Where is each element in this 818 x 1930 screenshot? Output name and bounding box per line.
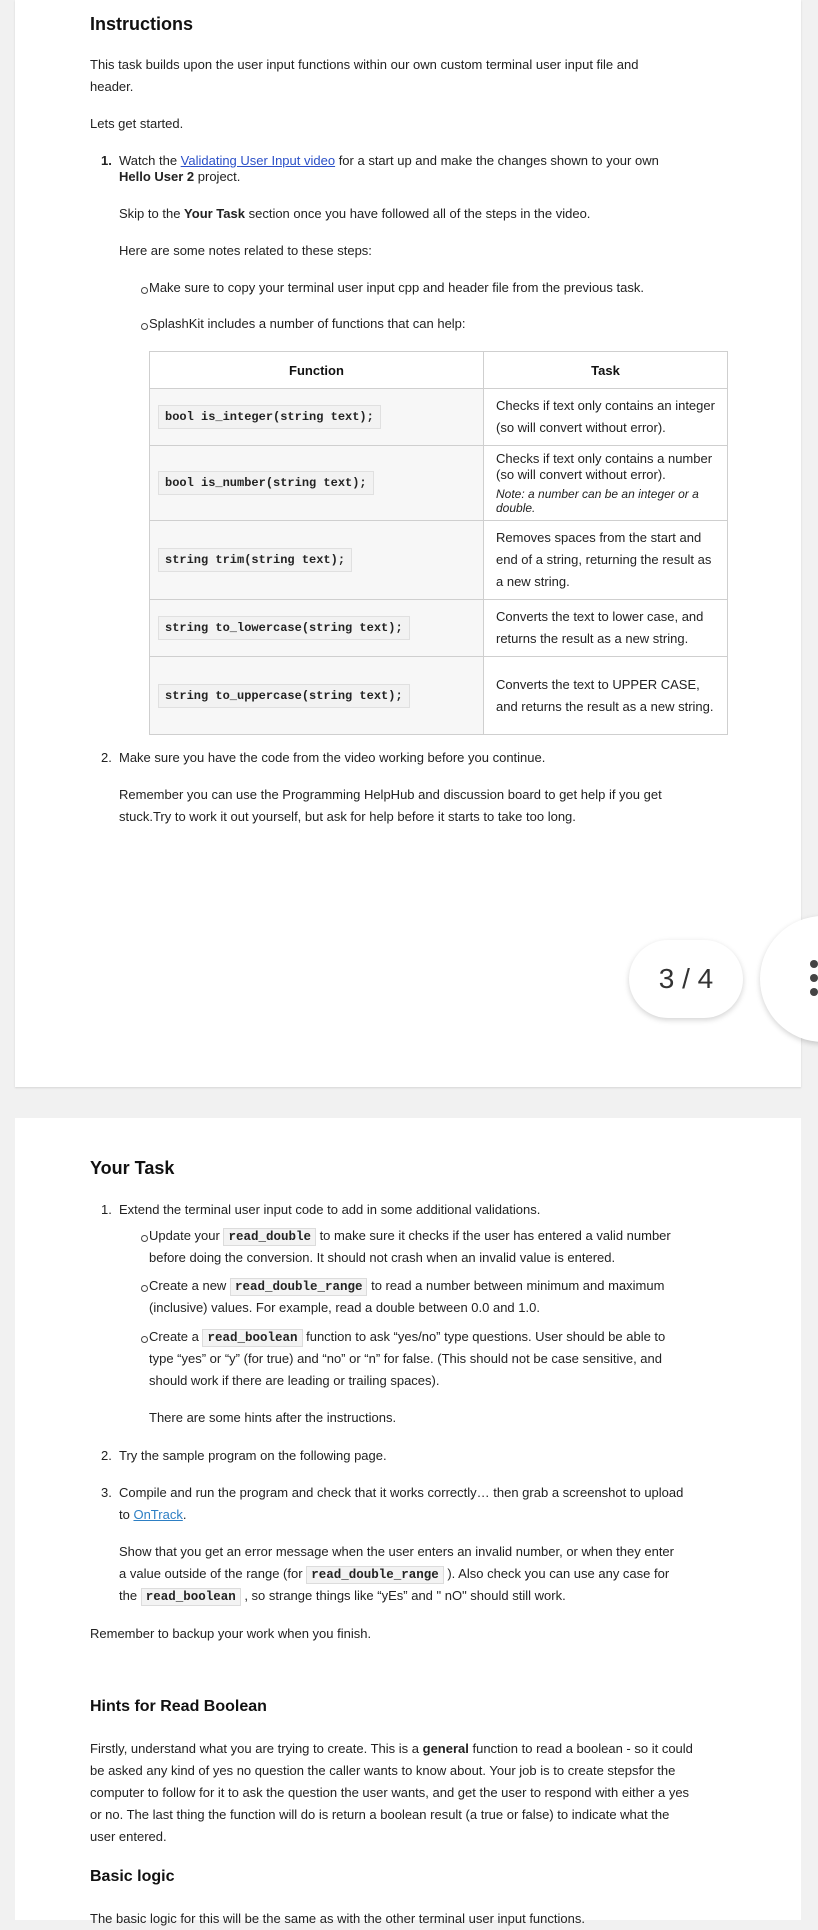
more-vert-icon	[810, 960, 818, 968]
task-step-3-number: 3.	[101, 1485, 112, 1500]
document-page-1	[15, 0, 801, 1087]
remember-line-1: Remember you can use the Programming HelpHub and discussion board to get help if you get	[119, 787, 662, 802]
note-bullet-1: Make sure to copy your terminal user input cpp and header file from the previous task.	[149, 280, 644, 295]
hints-paragraph-line-1: Firstly, understand what you are trying to create. This is a general function to read a boolean - so it could	[90, 1741, 693, 1756]
task-step-3-text-line-2: to OnTrack.	[119, 1507, 187, 1522]
splashkit-functions-table	[149, 351, 728, 735]
function-code: string to_uppercase(string text);	[158, 684, 410, 708]
step-2-text: Make sure you have the code from the video working before you continue.	[119, 750, 546, 765]
note-bullet-2: SplashKit includes a number of functions that can help:	[149, 316, 466, 331]
task-bullet-1: Update your read_double to make sure it checks if the user has entered a valid number	[149, 1228, 671, 1244]
bullet-icon	[141, 323, 148, 330]
task-bullet-2: Create a new read_double_range to read a number between minimum and maximum	[149, 1278, 665, 1294]
table-row	[150, 600, 728, 657]
bullet-icon	[141, 1285, 148, 1292]
function-code: string trim(string text);	[158, 548, 352, 572]
function-note: Note: a number can be an integer or a double.	[496, 487, 699, 515]
code-read-double: read_double	[223, 1228, 316, 1246]
table-header-function: Function	[150, 352, 484, 389]
code-read-boolean: read_boolean	[202, 1329, 302, 1347]
backup-reminder: Remember to backup your work when you finish.	[90, 1626, 372, 1641]
step-1-number: 1.	[101, 153, 112, 168]
intro-line-1: This task builds upon the user input functions within our own custom terminal user input file and	[90, 57, 639, 72]
task-bullet-3: Create a read_boolean function to ask “yes/no” type questions. User should be able to	[149, 1329, 666, 1345]
validating-user-input-video-link[interactable]: Validating User Input video	[180, 153, 336, 168]
task-step-2-number: 2.	[101, 1448, 112, 1463]
task-step-3-text: Compile and run the program and check that it works correctly… then grab a screenshot to upload	[119, 1485, 684, 1500]
basic-logic-heading: Basic logic	[90, 1868, 175, 1885]
hints-after-note: There are some hints after the instructions.	[149, 1410, 397, 1425]
table-row	[150, 657, 728, 735]
step-1-text-line-2: Hello User 2 project.	[119, 169, 241, 184]
hints-paragraph-line-2: be asked any kind of yes no question the caller wants to know about. Your job is to create stepsfor the	[90, 1763, 676, 1778]
hints-paragraph-line-3: computer to follow for it to ask the question the user wants, and get the user to respond with either a yes	[90, 1785, 690, 1800]
function-code: bool is_integer(string text);	[158, 405, 381, 429]
function-code: string to_lowercase(string text);	[158, 616, 410, 640]
function-task: Converts the text to UPPER CASE, and returns the result as a new string.	[484, 657, 728, 735]
code-read-double-range: read_double_range	[230, 1278, 368, 1296]
hints-heading: Hints for Read Boolean	[90, 1698, 267, 1715]
function-code: bool is_number(string text);	[158, 471, 374, 495]
skip-instruction: Skip to the Your Task section once you have followed all of the steps in the video.	[119, 206, 591, 221]
document-page-2	[15, 1118, 801, 1926]
table-header-task: Task	[484, 352, 728, 389]
step-2-number: 2.	[101, 750, 112, 765]
hints-paragraph-line-5: user entered.	[90, 1829, 167, 1844]
table-row	[150, 446, 728, 521]
task-step-1-number: 1.	[101, 1202, 112, 1217]
function-task: Checks if text only contains an integer (so will convert without error).	[484, 389, 728, 446]
task-step-1-text: Extend the terminal user input code to add in some additional validations.	[119, 1202, 541, 1217]
intro-line-2: header.	[90, 79, 134, 94]
ontrack-link[interactable]: OnTrack	[133, 1507, 183, 1522]
step-1-text: Watch the Validating User Input video for a start up and make the changes shown to your own	[119, 153, 659, 168]
bullet-icon	[141, 287, 148, 294]
task-bullet-3-line-3: should work if there are leading or trailing spaces).	[149, 1373, 440, 1388]
instructions-heading: Instructions	[90, 14, 194, 34]
your-task-heading: Your Task	[90, 1158, 175, 1178]
show-line-1: Show that you get an error message when the user enters an invalid number, or when they enter	[119, 1544, 674, 1559]
hints-paragraph-line-4: or no. The last thing the function will do is return a boolean result (a true or false) to indicate what the	[90, 1807, 670, 1822]
function-task: Converts the text to lower case, and returns the result as a new string.	[484, 600, 728, 657]
bullet-icon	[141, 1235, 148, 1242]
task-bullet-2-line-2: (inclusive) values. For example, read a double between 0.0 and 1.0.	[149, 1300, 540, 1315]
function-task: Removes spaces from the start and end of a string, returning the result as a new string.	[484, 521, 728, 600]
code-read-double-range: read_double_range	[306, 1566, 444, 1584]
table-row	[150, 521, 728, 600]
table-row	[150, 389, 728, 446]
basic-logic-text: The basic logic for this will be the same as with the other terminal user input functions.	[90, 1911, 585, 1926]
show-line-2: a value outside of the range (for read_double_range ). Also check you can use any case for	[119, 1566, 670, 1582]
bullet-icon	[141, 1336, 148, 1343]
page-indicator: 3 / 4	[629, 940, 743, 1018]
remember-line-2: stuck.Try to work it out yourself, but ask for help before it starts to take too long.	[119, 809, 576, 824]
code-read-boolean: read_boolean	[141, 1588, 241, 1606]
lets-get-started: Lets get started.	[90, 116, 184, 131]
task-bullet-3-line-2: type “yes” or “y” (for true) and “no” or “n” for false. (This should not be case sensitive, and	[149, 1351, 662, 1366]
function-task: Checks if text only contains a number (so will convert without error).	[496, 451, 713, 482]
show-line-3: the read_boolean , so strange things like “yEs” and " nO" should still work.	[119, 1588, 566, 1604]
notes-intro: Here are some notes related to these steps:	[119, 243, 372, 258]
task-bullet-1-line-2: before doing the conversion. It should not crash when an invalid value is entered.	[149, 1250, 616, 1265]
task-step-2-text: Try the sample program on the following page.	[119, 1448, 387, 1463]
